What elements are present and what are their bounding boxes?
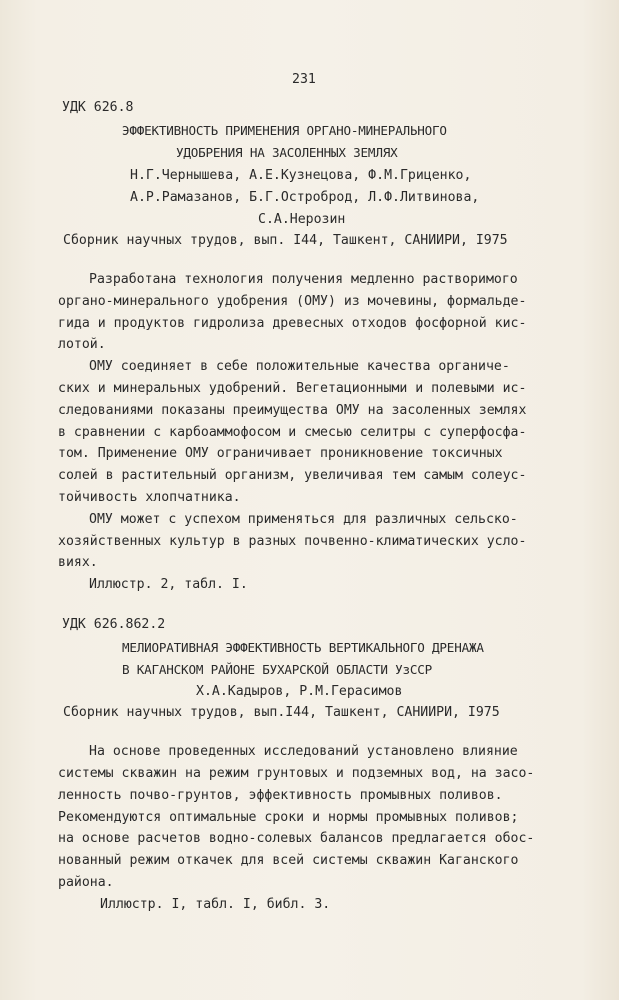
abstract-line: тойчивость хлопчатника. [58, 490, 241, 505]
abstract-line: лотой. [58, 337, 106, 352]
source-line: Сборник научных трудов, вып. I44, Ташкент, САНИИРИ, I975 [63, 233, 508, 248]
illustr-line: Иллюстр. I, табл. I, библ. 3. [100, 897, 331, 912]
abstract-line: ских и минеральных удобрений. Вегетационными и полевыми ис- [58, 381, 527, 396]
abstract-line: хозяйственных культур в разных почвенно-климатических усло- [58, 534, 527, 549]
udk-code: УДК 626.8 [62, 100, 134, 115]
abstract-line: ленность почво-грунтов, эффективность промывных поливов. [58, 788, 503, 803]
illustr-line: Иллюстр. 2, табл. I. [89, 577, 248, 592]
abstract-line: Рекомендуются оптимальные сроки и нормы промывных поливов; [58, 810, 519, 825]
author-line: Х.А.Кадыров, Р.М.Герасимов [196, 684, 403, 699]
source-line: Сборник научных трудов, вып.I44, Ташкент, САНИИРИ, I975 [63, 705, 500, 720]
article-title-line: УДОБРЕНИЯ НА ЗАСОЛЕННЫХ ЗЕМЛЯХ [176, 145, 398, 160]
author-line: Н.Г.Чернышева, А.Е.Кузнецова, Ф.М.Гриценко, [130, 168, 472, 183]
abstract-line: ОМУ соединяет в себе положительные качества органиче- [89, 359, 510, 374]
abstract-line: том. Применение ОМУ ограничивает проникновение токсичных [58, 446, 503, 461]
abstract-line: в сравнении с карбоаммофосом и смесью селитры с суперфосфа- [58, 425, 527, 440]
abstract-line: солей в растительный организм, увеличивая тем самым солеус- [58, 468, 527, 483]
udk-code: УДК 626.862.2 [62, 617, 166, 632]
abstract-line: органо-минерального удобрения (ОМУ) из мочевины, формальде- [58, 294, 527, 309]
article-title-line: МЕЛИОРАТИВНАЯ ЭФФЕКТИВНОСТЬ ВЕРТИКАЛЬНОГО ДРЕНАЖА [122, 640, 484, 655]
abstract-line: гида и продуктов гидролиза древесных отходов фосфорной кис- [58, 316, 527, 331]
abstract-line: следованиями показаны преимущества ОМУ на засоленных землях [58, 403, 527, 418]
abstract-line: системы скважин на режим грунтовых и подземных вод, на засо- [58, 766, 535, 781]
author-line: А.Р.Рамазанов, Б.Г.Остроброд, Л.Ф.Литвинова, [130, 190, 480, 205]
abstract-line: на основе расчетов водно-солевых балансов предлагается обос- [58, 831, 535, 846]
abstract-line: района. [58, 875, 114, 890]
abstract-line: нованный режим откачек для всей системы скважин Каганского [58, 853, 519, 868]
page-number: 231 [292, 72, 316, 87]
article-title-line: В КАГАНСКОМ РАЙОНЕ БУХАРСКОЙ ОБЛАСТИ УзССР [122, 662, 433, 677]
abstract-line: На основе проведенных исследований установлено влияние [89, 744, 518, 759]
abstract-line: ОМУ может с успехом применяться для различных сельско- [89, 512, 518, 527]
article-title-line: ЭФФЕКТИВНОСТЬ ПРИМЕНЕНИЯ ОРГАНО-МИНЕРАЛЬНОГО [122, 123, 447, 138]
abstract-line: Разработана технология получения медленно растворимого [89, 272, 518, 287]
abstract-line: виях. [58, 555, 98, 570]
author-line: С.А.Нерозин [258, 212, 346, 227]
